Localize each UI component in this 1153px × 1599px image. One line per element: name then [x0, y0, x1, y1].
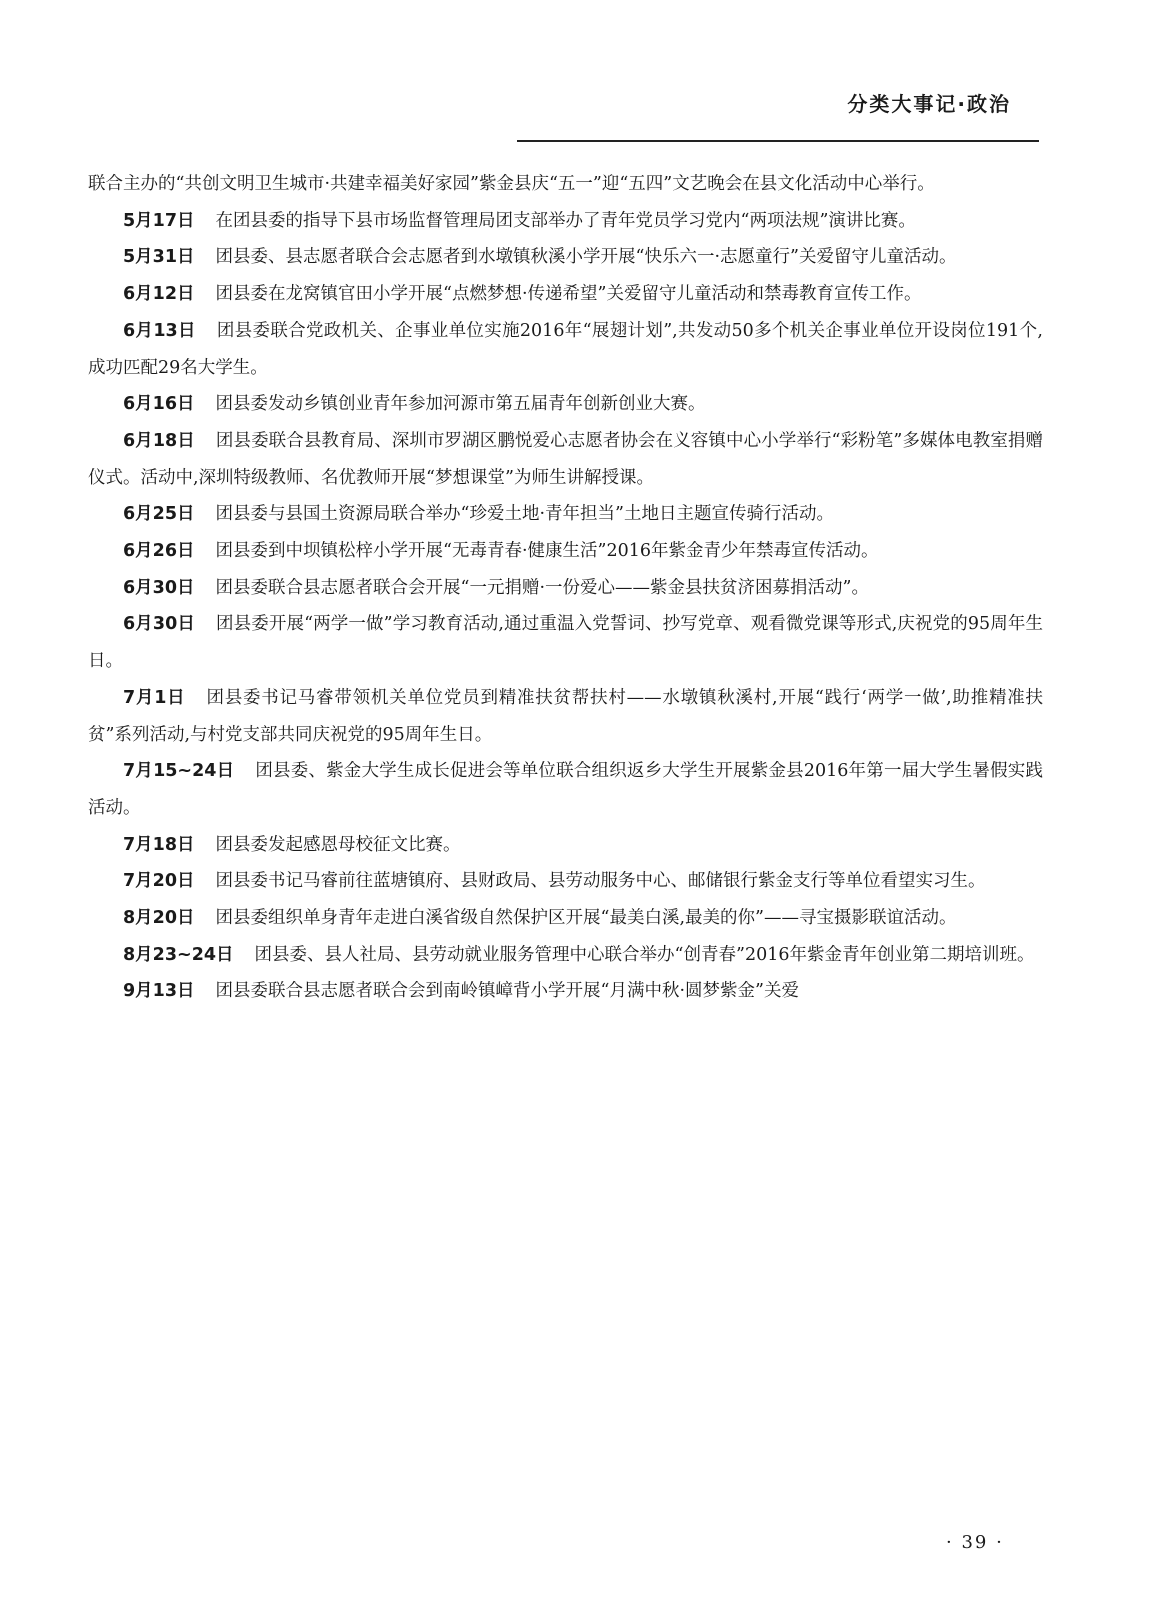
event-date: 6月13日: [123, 320, 196, 341]
event-date: 6月26日: [123, 541, 195, 562]
event-date: 7月1日: [123, 687, 186, 708]
event-date: 7月15~24日: [123, 761, 235, 782]
event-entry: [88, 313, 1043, 386]
event-text: 团县委开展“两学一做”学习教育活动,通过重温入党誓词、抄写党章、观看微党课等形式,庆祝党的95周年生日。: [88, 614, 1043, 672]
event-entry: [88, 533, 1043, 570]
event-date: 6月25日: [123, 504, 195, 525]
event-entry: [88, 386, 1043, 423]
event-entry: [88, 753, 1043, 826]
event-text: 团县委联合县志愿者联合会开展“一元捐赠·一份爱心——紫金县扶贫济困募捐活动”。: [215, 577, 869, 598]
running-header: [517, 86, 1039, 142]
event-date: 6月12日: [123, 284, 195, 305]
event-text: 团县委、紫金大学生成长促进会等单位联合组织返乡大学生开展紫金县2016年第一届大学生暑假实践活动。: [88, 761, 1043, 818]
event-text: 团县委发起感恩母校征文比赛。: [215, 834, 461, 855]
event-text: 团县委书记马睿带领机关单位党员到精准扶贫帮扶村——水墩镇秋溪村,开展“践行‘两学一做’,助推精准扶贫”系列活动,与村党支部共同庆祝党的95周年生日。: [88, 687, 1043, 745]
event-entry: [88, 203, 1043, 240]
event-date: 5月31日: [123, 247, 195, 268]
event-entry: [88, 276, 1043, 313]
event-entry: [88, 606, 1043, 679]
event-text: 团县委联合县教育局、深圳市罗湖区鹏悦爱心志愿者协会在义容镇中心小学举行“彩粉笔”多媒体电教室捐赠仪式。活动中,深圳特级教师、名优教师开展“梦想课堂”为师生讲解授课。: [88, 430, 1043, 488]
event-date: 9月13日: [123, 981, 195, 1002]
event-date: 6月30日: [123, 614, 196, 635]
event-date: 5月17日: [123, 210, 195, 231]
event-text: 团县委组织单身青年走进白溪省级自然保护区开展“最美白溪,最美的你”——寻宝摄影联谊活动。: [215, 908, 957, 929]
event-text: 团县委联合县志愿者联合会到南岭镇嶂背小学开展“月满中秋·圆梦紫金”关爱: [215, 981, 799, 1002]
event-text: 团县委发动乡镇创业青年参加河源市第五届青年创新创业大赛。: [215, 394, 706, 415]
event-text: 团县委、县人社局、县劳动就业服务管理中心联合举办“创青春”2016年紫金青年创业第二期培训班。: [254, 944, 1035, 965]
page-body: [88, 166, 1043, 1010]
event-text: 团县委书记马睿前往蓝塘镇府、县财政局、县劳动服务中心、邮储银行紫金支行等单位看望实习生。: [215, 871, 986, 892]
event-date: 7月20日: [123, 871, 195, 892]
event-text: 在团县委的指导下县市场监督管理局团支部举办了青年党员学习党内“两项法规”演讲比赛。: [215, 210, 916, 231]
event-date: 7月18日: [123, 834, 195, 855]
intro-paragraph: 联合主办的“共创文明卫生城市·共建幸福美好家园”紫金县庆“五一”迎“五四”文艺晚会在县文化活动中心举行。: [88, 174, 935, 194]
event-entry: [88, 423, 1043, 496]
event-date: 6月30日: [123, 577, 195, 598]
event-entry: [88, 680, 1043, 753]
event-text: 团县委与县国土资源局联合举办“珍爱土地·青年担当”土地日主题宣传骑行活动。: [215, 504, 834, 525]
event-date: 8月20日: [123, 908, 195, 929]
event-entry: [88, 900, 1043, 937]
event-date: 6月16日: [123, 394, 195, 415]
event-date: 6月18日: [123, 430, 195, 451]
page-number: · 39 ·: [946, 1532, 1004, 1553]
event-entry: [88, 827, 1043, 864]
event-text: 团县委联合党政机关、企事业单位实施2016年“展翅计划”,共发动50多个机关企事业单位开设岗位191个,成功匹配29名大学生。: [88, 320, 1043, 378]
event-entry: [88, 973, 1043, 1010]
event-entry: [88, 496, 1043, 533]
event-entry: [88, 239, 1043, 276]
event-entry: [88, 863, 1043, 900]
event-text: 团县委到中坝镇松梓小学开展“无毒青春·健康生活”2016年紫金青少年禁毒宣传活动。: [215, 541, 879, 562]
event-text: 团县委在龙窝镇官田小学开展“点燃梦想·传递希望”关爱留守儿童活动和禁毒教育宣传工作。: [215, 284, 922, 305]
header-title: 分类大事记·政治: [847, 92, 1011, 116]
event-text: 团县委、县志愿者联合会志愿者到水墩镇秋溪小学开展“快乐六一·志愿童行”关爱留守儿童活动。: [215, 247, 957, 268]
event-entry: [88, 937, 1043, 974]
event-date: 8月23~24日: [123, 944, 234, 965]
event-list: [88, 203, 1043, 1010]
event-entry: [88, 570, 1043, 607]
